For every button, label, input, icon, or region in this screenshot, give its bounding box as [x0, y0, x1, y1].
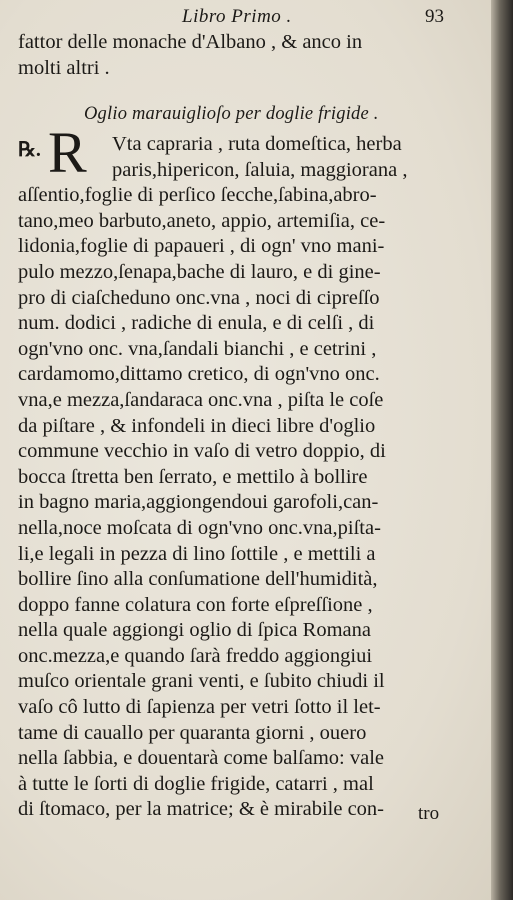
text-line: pulo mezzo,ſenapa,bache di lauro, e di gine- [18, 260, 381, 283]
continuation-text [18, 30, 476, 81]
text-line: ogn'vno onc. vna,ſandali bianchi , e cetrini , [18, 337, 377, 360]
text-line: tano,meo barbuto,aneto, appio, artemiſia, ce- [18, 209, 386, 232]
text-line: muſco orientale grani venti, e ſubito chiudi il [18, 670, 385, 693]
text-line: nella,noce moſcata di ogn'vno onc.vna,piſta- [18, 516, 381, 539]
text-line: da piſtare , & infondeli in dieci libre d'oglio [18, 414, 376, 437]
text-line: commune vecchio in vaſo di vetro doppio, di [18, 440, 386, 463]
recipe-symbol: ℞. [18, 139, 41, 161]
drop-cap: R [48, 120, 87, 185]
text-line: onc.mezza,e quando ſarà freddo aggiongiui [18, 644, 373, 667]
text-line: li,e legali in pezza di lino ſottile , e mettili a [18, 542, 376, 565]
text-line: tame di cauallo per quaranta giorni , ouero [18, 721, 367, 744]
text-line: lidonia,foglie di papaueri , di ogn' vno mani- [18, 235, 385, 258]
text-line: num. dodici , radiche di enula, e di celſi , di [18, 312, 375, 335]
text-line: nella ſabbia, e douentarà come balſamo: vale [18, 747, 384, 770]
text-line: in bagno maria,aggiongendoui garofoli,can- [18, 491, 379, 514]
text-line: doppo fanne colatura con forte eſpreſſione , [18, 593, 373, 616]
text-line: bocca ſtretta ben ſerrato, e mettilo à bollire [18, 465, 368, 488]
text-line: vaſo cô lutto di ſapienza per vetri ſotto il let- [18, 696, 381, 719]
text-line: aſſentio,foglie di perſico ſecche,ſabina,abro- [18, 184, 377, 207]
text-line: à tutte le ſorti di doglie frigide, catarri , mal [18, 772, 374, 795]
text-line: nella quale aggiongi oglio di ſpica Romana [18, 619, 371, 642]
text-line: Vta capraria , ruta domeſtica, herba [112, 133, 402, 155]
text-line: di ſtomaco, per la matrice; & è mirabile con- [18, 798, 385, 821]
page-header [0, 4, 491, 30]
section-heading: Oglio marauiglioſo per doglie frigide . [84, 104, 379, 124]
text-line: bollire ſino alla conſumatione dell'humidità, [18, 568, 378, 591]
text-line: molti altri . [18, 56, 110, 79]
running-title: Libro Primo . [182, 6, 292, 27]
page-number: 93 [425, 6, 444, 27]
text-line: paris,hipericon, ſaluia, maggiorana , [112, 158, 408, 181]
catchword: tro [418, 803, 440, 824]
text-line: cardamomo,dittamo cretico, di ogn'vno onc. [18, 363, 380, 386]
text-line: vna,e mezza,ſandaraca onc.vna , piſta le coſe [18, 388, 384, 411]
text-line: fattor delle monache d'Albano , & anco in [18, 31, 363, 53]
recipe-text [18, 132, 476, 823]
page-edge-shadow [491, 0, 513, 900]
text-line: pro di ciaſcheduno onc.vna , noci di cipreſſo [18, 286, 380, 309]
